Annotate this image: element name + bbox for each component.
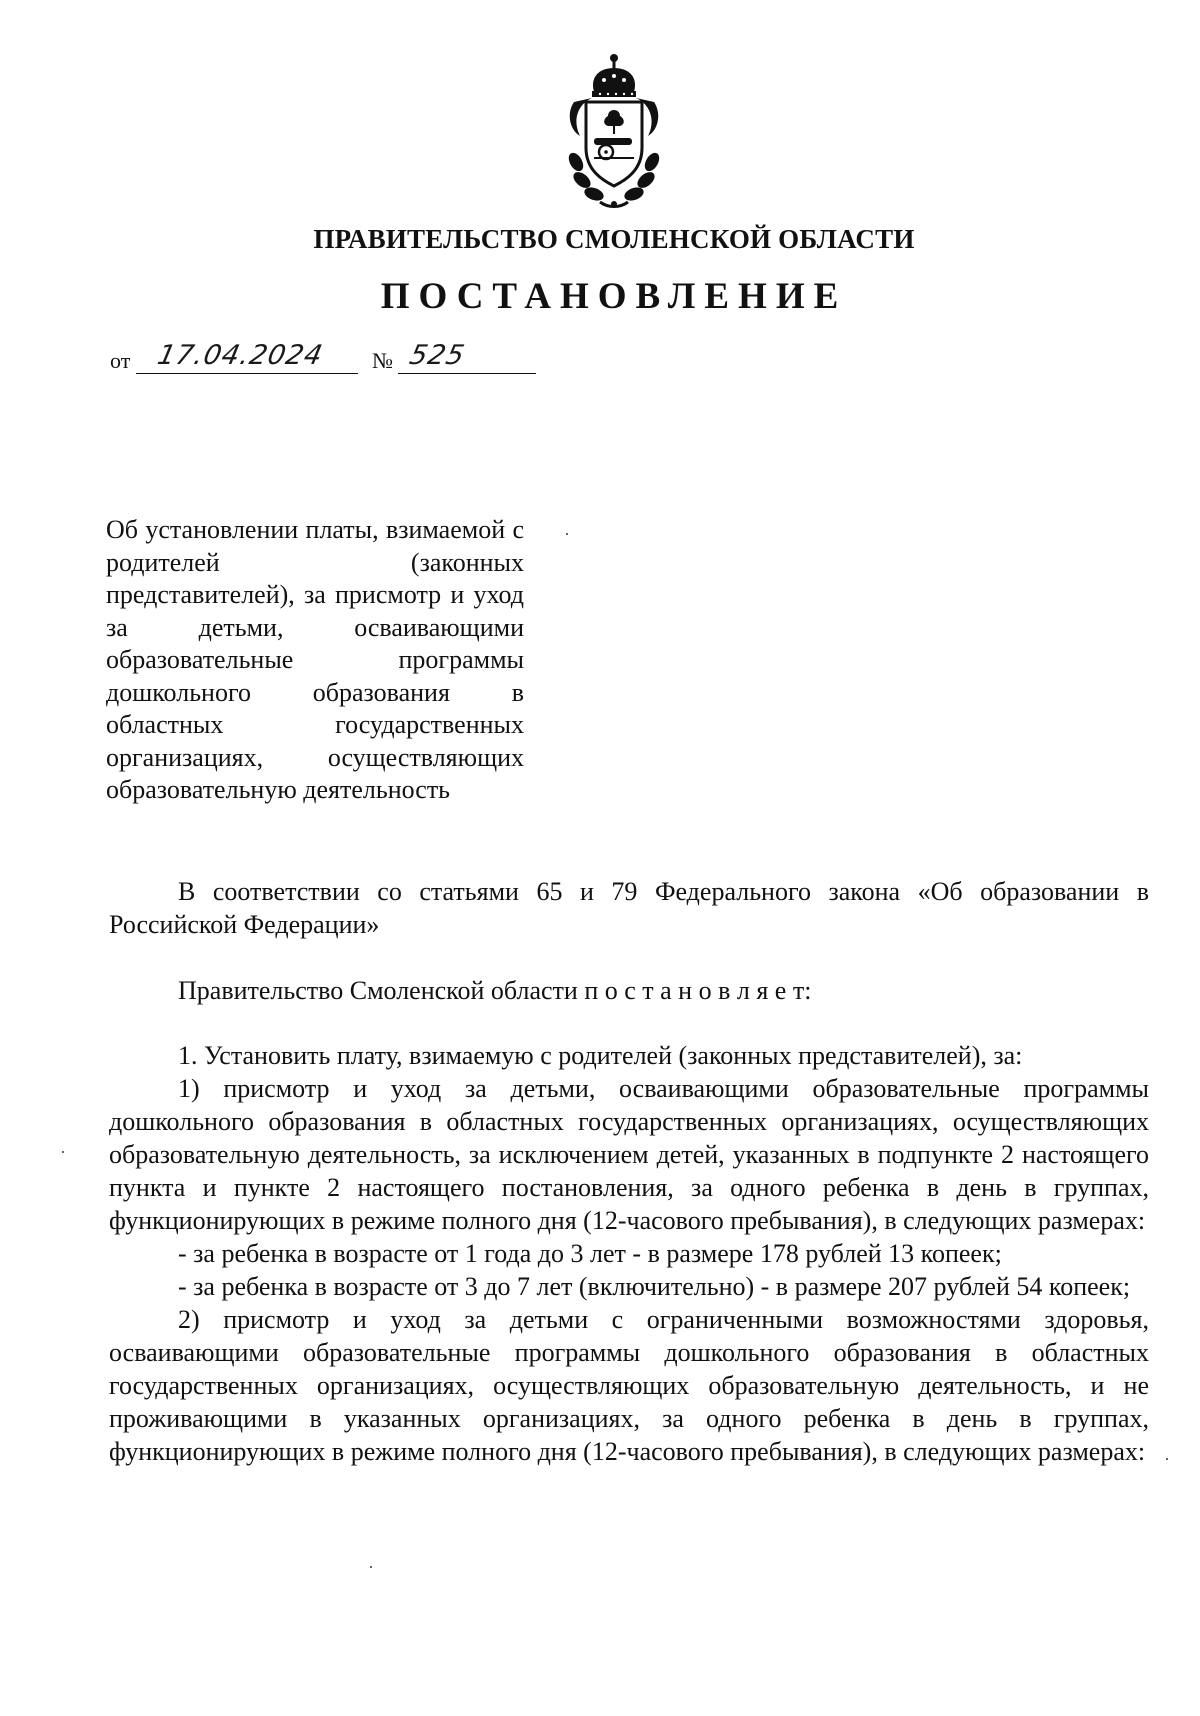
item-1: 1. Установить плату, взимаемую с родителей (законных представителей), за: — [178, 1041, 1023, 1070]
resolves-prefix: Правительство Смоленской области — [178, 976, 578, 1005]
handwritten-date: 17.04.2024 — [154, 340, 326, 371]
resolves-paragraph — [109, 974, 1149, 1007]
scan-speck — [62, 1151, 64, 1153]
organization-title: ПРАВИТЕЛЬСТВО СМОЛЕНСКОЙ ОБЛАСТИ — [313, 224, 915, 254]
document-meta — [110, 340, 540, 378]
item-1-subitem-1-rate-a: - за ребенка в возрасте от 1 года до 3 лет - в размере 178 рублей 13 копеек; — [178, 1239, 1002, 1268]
scan-speck — [566, 533, 568, 535]
scan-speck — [1166, 1458, 1168, 1460]
resolves-word: п о с т а н о в л я е т: — [584, 976, 812, 1005]
item-1-subitem-1: 1) присмотр и уход за детьми, осваивающими образовательные программы дошкольного образования в областных государственных организациях, осуществляющих образовательную деятельность, за исключением детей, указанных в подпункте 2 настоящего пункта и пункте 2 настоящего постановления, за одного ребенка в день в группах, функционирующих в режиме полного дня (12-часового пребывания), в следующих размерах: — [109, 1074, 1149, 1235]
handwritten-number: 525 — [406, 340, 468, 371]
coat-of-arms-icon — [560, 52, 668, 212]
number-label: № — [372, 348, 393, 373]
item-1-subitem-2: 2) присмотр и уход за детьми с ограниченными возможностями здоровья, осваивающими образовательные программы дошкольного образования в областных государственных организациях, осуществляющих образовательную деятельность, и не проживающими в указанных организациях, за одного ребенка в день в группах, функционирующих в режиме полного дня (12-часового пребывания), в следующих размерах: — [109, 1305, 1149, 1466]
preamble-paragraph: В соответствии со статьями 65 и 79 Федерального закона «Об образовании в Российской Федерации» — [109, 877, 1149, 939]
item-1-subitem-1-rate-b: - за ребенка в возрасте от 3 до 7 лет (включительно) - в размере 207 рублей 54 копеек; — [178, 1272, 1131, 1301]
document-subject: Об установлении платы, взимаемой с родителей (законных представителей), за присмотр и уход за детьми, осваивающими образовательные программы дошкольного образования в областных государственных организациях, осуществляющих образовательную деятельность — [106, 515, 524, 804]
scan-speck — [370, 1566, 372, 1568]
date-label: от — [110, 348, 131, 373]
document-body — [109, 875, 1149, 1468]
document-type-heading: ПОСТАНОВЛЕНИЕ — [380, 276, 848, 317]
